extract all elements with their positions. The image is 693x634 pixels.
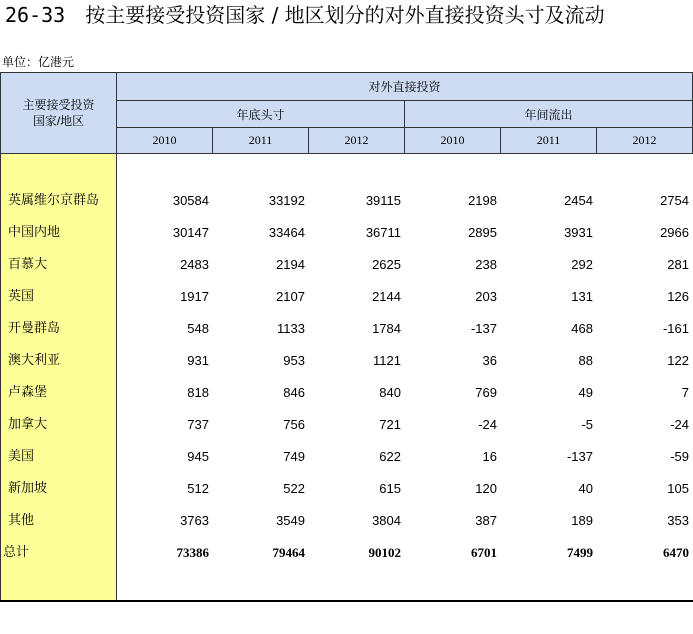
table-row xyxy=(0,377,693,409)
table-title xyxy=(5,2,605,28)
position-2012-value: 2144 xyxy=(372,289,401,304)
position-2011-value: 522 xyxy=(283,481,305,496)
table-row xyxy=(0,409,693,441)
outflow-2011-value: 189 xyxy=(571,513,593,528)
outflow-2010-value: -24 xyxy=(478,417,497,432)
total-position-2011-value: 79464 xyxy=(272,545,305,560)
region-label: 英国 xyxy=(8,289,35,304)
position-2010-value: 931 xyxy=(187,353,209,368)
position-2011-value: 33464 xyxy=(268,225,305,240)
year-header-position-2010: 2010 xyxy=(117,128,213,154)
table-row xyxy=(0,217,693,249)
outflow-2012-value: -161 xyxy=(662,321,689,336)
row-label-header-line2: 国家/地区 xyxy=(32,114,85,128)
position-2012-value: 1784 xyxy=(372,321,401,336)
position-2011-value: 756 xyxy=(283,417,305,432)
unit-note: 单位：亿港元 xyxy=(2,55,75,69)
year-header-outflow-2010: 2010 xyxy=(405,128,501,154)
region-label: 中国内地 xyxy=(8,225,61,240)
year-header-position-2012: 2012 xyxy=(309,128,405,154)
outflow-2011-value: 40 xyxy=(578,481,593,496)
year-header-position-2011: 2011 xyxy=(213,128,309,154)
region-label: 其他 xyxy=(8,513,35,528)
outflow-2012-value: 2966 xyxy=(660,225,689,240)
outflow-2010-value: 36 xyxy=(482,353,497,368)
outflow-2011-value: 131 xyxy=(571,289,593,304)
region-label: 英属维尔京群岛 xyxy=(8,193,100,208)
table-row xyxy=(0,345,693,377)
outflow-2010-value: 769 xyxy=(475,385,497,400)
row-label-header xyxy=(0,72,117,154)
position-2012-value: 3804 xyxy=(372,513,401,528)
subgroup-header-annual-outflow: 年间流出 xyxy=(405,101,693,128)
outflow-2012-value: 126 xyxy=(667,289,689,304)
position-2010-value: 737 xyxy=(187,417,209,432)
table-row xyxy=(0,313,693,345)
total-outflow-2011-value: 7499 xyxy=(567,545,593,560)
outflow-2010-value: 203 xyxy=(475,289,497,304)
table-row xyxy=(0,249,693,281)
position-2011-value: 749 xyxy=(283,449,305,464)
outflow-2010-value: -137 xyxy=(470,321,497,336)
position-2012-value: 622 xyxy=(379,449,401,464)
region-label: 新加坡 xyxy=(8,481,48,496)
outflow-2010-value: 387 xyxy=(475,513,497,528)
total-position-2012-value: 90102 xyxy=(368,545,401,560)
position-2012-value: 840 xyxy=(379,385,401,400)
outflow-2011-value: 88 xyxy=(578,353,593,368)
total-outflow-2012-value: 6470 xyxy=(663,545,689,560)
position-2011-value: 846 xyxy=(283,385,305,400)
year-header-outflow-2012: 2012 xyxy=(597,128,693,154)
region-label: 加拿大 xyxy=(8,417,48,432)
position-2011-value: 953 xyxy=(283,353,305,368)
region-label: 开曼群岛 xyxy=(8,321,61,336)
table-row xyxy=(0,473,693,505)
position-2010-value: 30147 xyxy=(172,225,209,240)
position-2010-value: 2483 xyxy=(180,257,209,272)
position-2010-value: 3763 xyxy=(180,513,209,528)
outflow-2010-value: 238 xyxy=(475,257,497,272)
outflow-2012-value: 281 xyxy=(667,257,689,272)
outflow-2010-value: 16 xyxy=(482,449,497,464)
outflow-2010-value: 2198 xyxy=(468,193,497,208)
outflow-2012-value: 122 xyxy=(667,353,689,368)
outflow-2011-value: 468 xyxy=(571,321,593,336)
table-bottom-rule xyxy=(0,600,693,602)
position-2012-value: 36711 xyxy=(365,225,401,240)
position-2012-value: 2625 xyxy=(372,257,401,272)
position-2011-value: 2107 xyxy=(276,289,305,304)
table-title-text: 按主要接受投资国家 / 地区划分的对外直接投资头寸及流动 xyxy=(85,3,605,27)
table-row xyxy=(0,505,693,537)
region-label: 澳大利亚 xyxy=(8,353,61,368)
region-label: 百慕大 xyxy=(8,257,48,272)
position-2010-value: 548 xyxy=(187,321,209,336)
position-2011-value: 1133 xyxy=(277,321,305,336)
position-2011-value: 2194 xyxy=(276,257,305,272)
outflow-2011-value: 2454 xyxy=(564,193,593,208)
outflow-2011-value: 3931 xyxy=(564,225,593,240)
position-2010-value: 818 xyxy=(187,385,209,400)
table-number: 26-33 xyxy=(5,3,66,27)
total-position-2010-value: 73386 xyxy=(176,545,209,560)
region-label: 美国 xyxy=(8,449,35,464)
outflow-2011-value: 49 xyxy=(578,385,593,400)
position-2010-value: 1917 xyxy=(180,289,209,304)
total-outflow-2010-value: 6701 xyxy=(471,545,497,560)
outflow-2011-value: 292 xyxy=(571,257,593,272)
position-2010-value: 945 xyxy=(187,449,209,464)
table-row xyxy=(0,185,693,217)
year-header-outflow-2011: 2011 xyxy=(501,128,597,154)
position-2012-value: 721 xyxy=(379,417,401,432)
position-2012-value: 1121 xyxy=(373,353,401,368)
position-2011-value: 3549 xyxy=(276,513,305,528)
table-row xyxy=(0,441,693,473)
outflow-2012-value: -24 xyxy=(670,417,689,432)
outflow-2012-value: -59 xyxy=(670,449,689,464)
total-row xyxy=(0,537,693,569)
row-label-header-line1: 主要接受投资 xyxy=(22,98,95,112)
table-row xyxy=(0,281,693,313)
group-header-odi: 对外直接投资 xyxy=(117,72,693,101)
position-2010-value: 512 xyxy=(187,481,209,496)
outflow-2010-value: 120 xyxy=(475,481,497,496)
outflow-2011-value: -137 xyxy=(566,449,593,464)
outflow-2011-value: -5 xyxy=(581,417,593,432)
outflow-2012-value: 7 xyxy=(681,385,689,400)
position-2011-value: 33192 xyxy=(268,193,305,208)
position-2012-value: 39115 xyxy=(365,193,401,208)
region-label: 卢森堡 xyxy=(8,385,48,400)
subgroup-header-year-end-position: 年底头寸 xyxy=(117,101,405,128)
outflow-2012-value: 2754 xyxy=(660,193,689,208)
position-2012-value: 615 xyxy=(379,481,401,496)
outflow-2010-value: 2895 xyxy=(468,225,497,240)
total-label: 总计 xyxy=(3,545,30,560)
outflow-2012-value: 105 xyxy=(667,481,689,496)
position-2010-value: 30584 xyxy=(172,193,209,208)
outflow-2012-value: 353 xyxy=(667,513,689,528)
